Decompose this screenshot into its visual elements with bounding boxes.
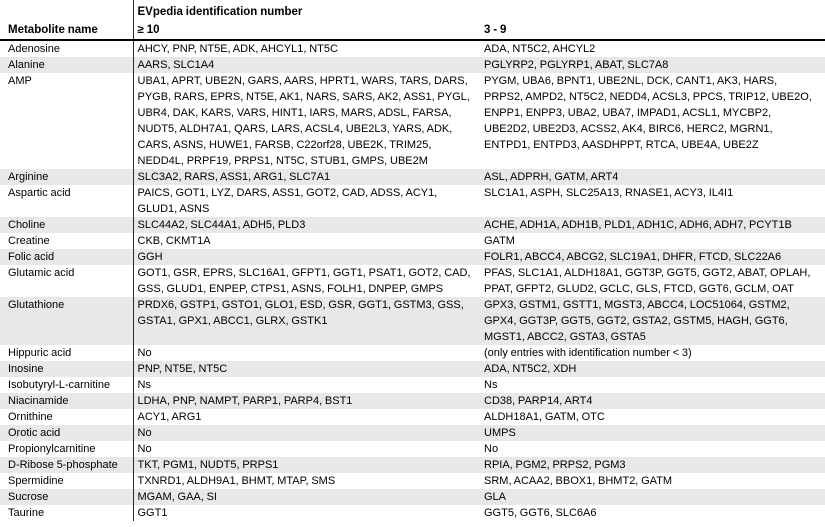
metabolite-name: Isobutyryl-L-carnitine [8, 379, 111, 391]
col-header-metabolite-name: Metabolite name [0, 22, 133, 40]
genes-3to9-cell: PYGM, UBA6, BPNT1, UBE2NL, DCK, CANT1, AK3, HARS, PRPS2, AMPD2, NT5C2, NEDD4, ACSL3, PPCS, TRIP12, UBE2O, ENPP1, ENPP3, UBA2, UBA7, IMPAD1, ACSL1, MYCBP2, UBE2D2, UBE2D3, ACSS2, AK4, BIRC6, HERC2, MGRN1, ENTPD1, ENTPD3, AASDHPPT, RTCA, UBE4A, UBE2Z [484, 75, 812, 151]
genes-ge10-cell: No [133, 425, 480, 441]
genes-ge10-cell: AHCY, PNP, NT5E, ADK, AHCYL1, NT5C [133, 40, 480, 57]
genes-ge10-cell: AARS, SLC1A4 [133, 57, 480, 73]
genes-ge10-cell: SLC44A2, SLC44A1, ADH5, PLD3 [133, 217, 480, 233]
metabolite-name: Niacinamide [8, 395, 69, 407]
genes-ge10-cell: UBA1, APRT, UBE2N, GARS, AARS, HPRT1, WARS, TARS, DARS, PYGB, RARS, EPRS, NT5E, AK1, NARS, SARS, AK2, ASS1, PYGL, UBR4, DAK, KARS, VARS, HINT1, IARS, MARS, ADSL, FARSA, NUDT5, ALDH7A1, QARS, LARS, ACSL4, UBE2L3, YARS, ADK, CARS, ASNS, HUWE1, FARSB, C22orf28, UBE2K, TRIM25, NEDD4L, PRPF19, PRPS1, NT5C, STUB1, GMPS, UBE2M [133, 73, 480, 169]
genes-3to9-cell: CD38, PARP14, ART4 [484, 395, 593, 407]
table-row [0, 409, 825, 425]
table-row [0, 425, 825, 441]
metabolite-name: Hippuric acid [8, 347, 72, 359]
genes-3to9-cell: ASL, ADPRH, GATM, ART4 [484, 171, 619, 183]
group-header: EVpedia identification number [133, 0, 825, 22]
metabolite-name: Choline [8, 219, 46, 231]
metabolite-name: AMP [8, 75, 32, 87]
column-header-row [0, 22, 825, 40]
metabolite-name: Alanine [8, 59, 45, 71]
genes-ge10-cell: PAICS, GOT1, LYZ, DARS, ASS1, GOT2, CAD, ADSS, ACY1, GLUD1, ASNS [133, 185, 480, 217]
metabolite-name: Ornithine [8, 411, 53, 423]
metabolite-name: Glutamic acid [8, 267, 75, 279]
group-header-row [0, 0, 825, 22]
metabolite-name: Creatine [8, 235, 50, 247]
table-row [0, 489, 825, 505]
genes-ge10-cell: LDHA, PNP, NAMPT, PARP1, PARP4, BST1 [133, 393, 480, 409]
genes-3to9-cell: No [484, 443, 499, 455]
metabolite-name: Taurine [8, 507, 45, 519]
genes-ge10-cell: PRDX6, GSTP1, GSTO1, GLO1, ESD, GSR, GGT1, GSTM3, GSS, GSTA1, GPX1, ABCC1, GLRX, GSTK1 [133, 297, 480, 345]
table-row [0, 393, 825, 409]
genes-ge10-cell: GGT1 [133, 505, 480, 521]
metabolite-name: D-Ribose 5-phosphate [8, 459, 118, 471]
genes-3to9-cell: ADA, NT5C2, XDH [484, 363, 577, 375]
table-row [0, 40, 825, 57]
genes-3to9-cell: GATM [484, 235, 515, 247]
table-row [0, 473, 825, 489]
table-row [0, 73, 825, 169]
table-row [0, 217, 825, 233]
genes-3to9-cell: ADA, NT5C2, AHCYL2 [484, 43, 596, 55]
table-row [0, 457, 825, 473]
metabolite-name: Arginine [8, 171, 49, 183]
genes-ge10-cell: SLC3A2, RARS, ASS1, ARG1, SLC7A1 [133, 169, 480, 185]
metabolite-name: Aspartic acid [8, 187, 71, 199]
table-row [0, 361, 825, 377]
metabolite-name: Inosine [8, 363, 44, 375]
metabolite-name: Folic acid [8, 251, 55, 263]
genes-3to9-cell: PFAS, SLC1A1, ALDH18A1, GGT3P, GGT5, GGT2, ABAT, OPLAH, PPAT, GFPT2, GLUD2, GCLC, GLS, FTCD, GGT6, GCLM, OAT [484, 267, 811, 295]
genes-ge10-cell: GGH [133, 249, 480, 265]
genes-ge10-cell: PNP, NT5E, NT5C [133, 361, 480, 377]
genes-ge10-cell: MGAM, GAA, SI [133, 489, 480, 505]
table-row [0, 249, 825, 265]
metabolite-name: Sucrose [8, 491, 49, 503]
table-row [0, 169, 825, 185]
genes-ge10-cell: ACY1, ARG1 [133, 409, 480, 425]
genes-3to9-cell: GGT5, GGT6, SLC6A6 [484, 507, 597, 519]
metabolite-name: Orotic acid [8, 427, 61, 439]
table-header [0, 0, 825, 40]
genes-3to9-cell: Ns [484, 379, 498, 391]
empty-header-cell [0, 0, 133, 22]
table-row [0, 377, 825, 393]
genes-ge10-cell: GOT1, GSR, EPRS, SLC16A1, GFPT1, GGT1, PSAT1, GOT2, CAD, GSS, GLUD1, ENPEP, CTPS1, ASNS, FOLH1, DNPEP, GMPS [133, 265, 480, 297]
genes-3to9-cell: GPX3, GSTM1, GSTT1, MGST3, ABCC4, LOC51064, GSTM2, GPX4, GGT3P, GGT5, GGT2, GSTA2, GSTM5, HAGH, GGT6, MGST1, ABCC2, GSTA3, GSTA5 [484, 299, 790, 343]
table-row [0, 505, 825, 521]
table-row [0, 441, 825, 457]
table-row [0, 297, 825, 345]
genes-ge10-cell: CKB, CKMT1A [133, 233, 480, 249]
genes-3to9-cell: PGLYRP2, PGLYRP1, ABAT, SLC7A8 [484, 59, 669, 71]
genes-ge10-cell: No [133, 441, 480, 457]
table-body [0, 40, 825, 521]
genes-3to9-cell: GLA [484, 491, 507, 503]
metabolite-name: Propionylcarnitine [8, 443, 96, 455]
table-row [0, 57, 825, 73]
metabolite-name: Spermidine [8, 475, 64, 487]
genes-ge10-cell: TXNRD1, ALDH9A1, BHMT, MTAP, SMS [133, 473, 480, 489]
genes-ge10-cell: No [133, 345, 480, 361]
genes-ge10-cell: Ns [133, 377, 480, 393]
metabolite-name: Adenosine [8, 43, 60, 55]
genes-3to9-cell: FOLR1, ABCC4, ABCG2, SLC19A1, DHFR, FTCD, SLC22A6 [484, 251, 782, 263]
table-row [0, 265, 825, 297]
metabolite-name: Glutathione [8, 299, 65, 311]
genes-3to9-cell: RPIA, PGM2, PRPS2, PGM3 [484, 459, 626, 471]
genes-3to9-cell: SLC1A1, ASPH, SLC25A13, RNASE1, ACY3, IL4I1 [484, 187, 734, 199]
genes-3to9-cell: (only entries with identification number < 3) [484, 347, 692, 359]
table-row [0, 185, 825, 217]
table-row [0, 345, 825, 361]
genes-3to9-cell: SRM, ACAA2, BBOX1, BHMT2, GATM [484, 475, 673, 487]
genes-ge10-cell: TKT, PGM1, NUDT5, PRPS1 [133, 457, 480, 473]
col-header-ge10: ≥ 10 [133, 22, 480, 40]
table-row [0, 233, 825, 249]
genes-3to9-cell: ALDH18A1, GATM, OTC [484, 411, 605, 423]
genes-3to9-cell: ACHE, ADH1A, ADH1B, PLD1, ADH1C, ADH6, ADH7, PCYT1B [484, 219, 792, 231]
col-header-3to9: 3 - 9 [480, 22, 825, 40]
genes-3to9-cell: UMPS [484, 427, 516, 439]
